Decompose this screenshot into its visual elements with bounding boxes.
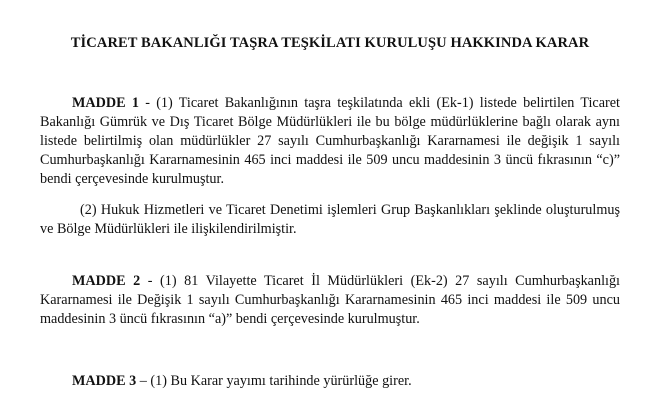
article-2-text-1: - (1) 81 Vilayette Ticaret İl Müdürlükleri (Ek-2) 27 sayılı Cumhurbaşkanlığı Kararnamesi ile Değişik 1 sayılı Cumhurbaşkanlığı Kararnamesinin 465 inci maddesi ile 509 uncu maddesinin 3 üncü fıkrasının “a)” bendi çerçevesinde kurulmuştur.: [40, 273, 620, 327]
article-3-text-1: – (1) Bu Karar yayımı tarihinde yürürlüğe girer.: [136, 373, 412, 389]
article-2-label: MADDE 2: [72, 273, 141, 289]
article-3-label: MADDE 3: [72, 373, 137, 389]
document-title: TİCARET BAKANLIĞI TAŞRA TEŞKİLATI KURULUŞU HAKKINDA KARAR: [70, 35, 590, 51]
article-1-paragraph-1: [40, 94, 620, 189]
article-2-paragraph-1: [40, 272, 620, 329]
article-1-text-1: - (1) Ticaret Bakanlığının taşra teşkilatında ekli (Ek-1) listede belirtilen Ticaret Bakanlığı Gümrük ve Dış Ticaret Bölge Müdürlükleri ile bu bölge müdürlüklerine bağlı olarak aynı listede belirtilmiş olan müdürlükler 27 sayılı Cumhurbaşkanlığı Kararnamesi ile değişik 1 sayılı Cumhurbaşkanlığı Kararnamesinin 465 inci maddesi ile 509 uncu maddesinin 3 üncü fıkrasının “c)” bendi çerçevesinde kurulmuştur.: [40, 95, 620, 187]
article-3-paragraph-1: [40, 372, 620, 391]
article-1-paragraph-2: (2) Hukuk Hizmetleri ve Ticaret Denetimi işlemleri Grup Başkanlıkları şeklinde oluşturulmuş ve Bölge Müdürlükleri ile ilişkilendirilmiştir.: [40, 202, 620, 237]
article-1-label: MADDE 1: [72, 95, 139, 111]
